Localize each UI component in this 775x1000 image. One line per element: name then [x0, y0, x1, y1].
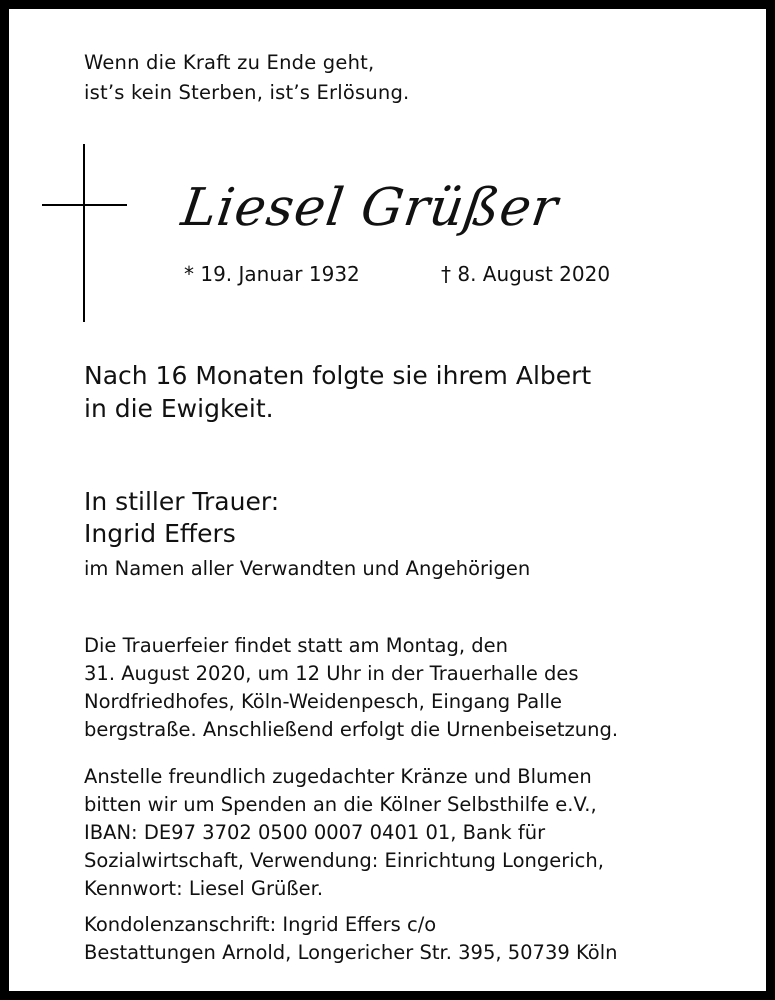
birth-date: * 19. Januar 1932	[184, 262, 360, 286]
deceased-name: Liesel Grüßer	[177, 178, 563, 238]
donation-line: Sozialwirtschaft, Verwendung: Einrichtung Longerich,	[84, 849, 604, 872]
condolence-address	[84, 911, 618, 967]
motto-line: ist’s kein Sterben, ist’s Erlösung.	[84, 81, 410, 104]
cross-icon-bar	[42, 204, 127, 206]
ceremony-line: Nordfriedhofes, Köln-Weidenpesch, Eingang Palle	[84, 690, 563, 713]
death-date: † 8. August 2020	[441, 262, 611, 286]
condolence-line: Kondolenzanschrift: Ingrid Effers c/o	[84, 913, 437, 936]
condolence-line: Bestattungen Arnold, Longericher Str. 395, 50739 Köln	[84, 941, 618, 964]
donation-line: Anstelle freundlich zugedachter Kränze und Blumen	[84, 765, 592, 788]
mourners-heading: In stiller Trauer:	[84, 487, 280, 516]
cross-icon	[83, 144, 85, 322]
ceremony-line: 31. August 2020, um 12 Uhr in der Trauerhalle des	[84, 662, 579, 685]
announcement-line: Nach 16 Monaten folgte sie ihrem Albert	[84, 361, 592, 390]
motto-verse	[84, 48, 409, 108]
ceremony-line: bergstraße. Anschließend erfolgt die Urnenbeisetzung.	[84, 718, 619, 741]
ceremony-line: Die Trauerfeier findet statt am Montag, den	[84, 634, 508, 657]
donation-details	[84, 763, 604, 903]
donation-line: IBAN: DE97 3702 0500 0007 0401 01, Bank für	[84, 821, 546, 844]
mourners-names: Ingrid Effers	[84, 519, 236, 548]
announcement-line: in die Ewigkeit.	[84, 394, 274, 423]
donation-line: Kennwort: Liesel Grüßer.	[84, 877, 324, 900]
motto-line: Wenn die Kraft zu Ende geht,	[84, 51, 375, 74]
donation-line: bitten wir um Spenden an die Kölner Selbsthilfe e.V.,	[84, 793, 597, 816]
announcement	[84, 359, 591, 425]
mourners-relatives: im Namen aller Verwandten und Angehörigen	[84, 557, 531, 580]
ceremony-details	[84, 632, 618, 744]
